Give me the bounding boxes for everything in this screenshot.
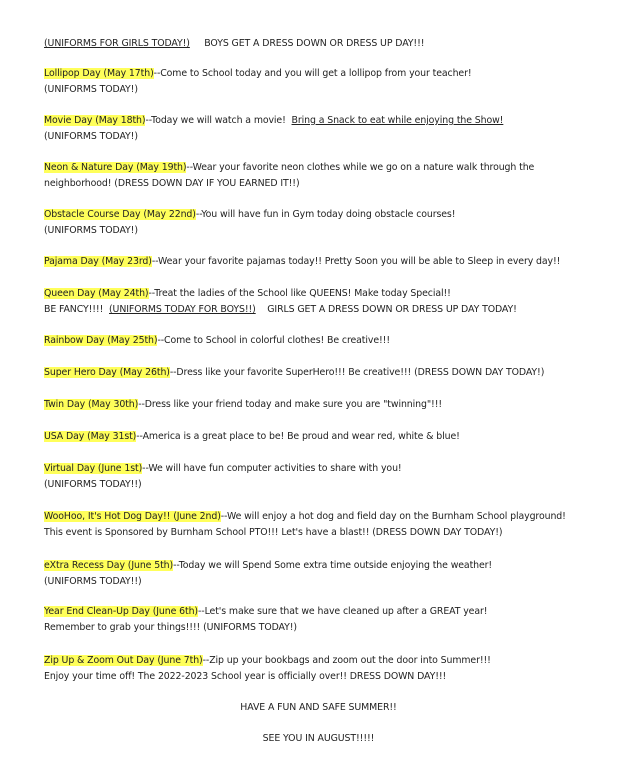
event-lollipop-line1	[44, 68, 472, 80]
event-title: Movie Day (May 18th)	[44, 115, 146, 126]
event-title: Lollipop Day (May 17th)	[44, 68, 154, 79]
event-description: --Come to School in colorful clothes! Be creative!!!	[157, 335, 390, 346]
event-pajama-line1	[44, 256, 560, 268]
event-note: Enjoy your time off! The 2022-2023 School year is officially over!! DRESS DOWN DAY!!!	[44, 671, 447, 682]
event-usa-line1	[44, 431, 460, 443]
header-line	[44, 38, 424, 50]
event-title: Rainbow Day (May 25th)	[44, 335, 158, 346]
event-superhero-line1	[44, 367, 544, 379]
event-note: (UNIFORMS TODAY!)	[44, 225, 138, 236]
event-note-rest: GIRLS GET A DRESS DOWN OR DRESS UP DAY TODAY!	[267, 304, 517, 315]
event-title: Zip Up & Zoom Out Day (June 7th)	[44, 655, 203, 666]
event-title: Neon & Nature Day (May 19th)	[44, 162, 187, 173]
event-obstacle-line2	[44, 225, 138, 237]
event-title: Queen Day (May 24th)	[44, 288, 149, 299]
event-title: Twin Day (May 30th)	[44, 399, 139, 410]
event-cleanup-line2	[44, 622, 297, 634]
event-note: neighborhood! (DRESS DOWN DAY IF YOU EARNED IT!!)	[44, 178, 300, 189]
event-recess-line2	[44, 576, 142, 588]
event-note: (UNIFORMS TODAY!)	[44, 131, 138, 142]
event-virtual-line1	[44, 463, 402, 475]
event-note: (UNIFORMS TODAY!)	[44, 84, 138, 95]
event-recess-line1	[44, 560, 492, 572]
event-note: (UNIFORMS TODAY!!)	[44, 576, 142, 587]
event-description: --America is a great place to be! Be proud and wear red, white & blue!	[136, 431, 460, 442]
event-title: WooHoo, It's Hot Dog Day!! (June 2nd)	[44, 511, 221, 522]
event-neon-line2	[44, 178, 300, 190]
event-description: --Dress like your friend today and make sure you are "twinning"!!!	[138, 399, 443, 410]
event-description: --Treat the ladies of the School like QUEENS! Make today Special!!	[148, 288, 451, 299]
event-description: --Dress like your favorite SuperHero!!! Be creative!!! (DRESS DOWN DAY TODAY!)	[169, 367, 545, 378]
header-underlined-text: (UNIFORMS FOR GIRLS TODAY!)	[44, 38, 190, 49]
event-description: --Wear your favorite neon clothes while we go on a nature walk through the	[186, 162, 535, 173]
event-description: --Zip up your bookbags and zoom out the door into Summer!!!	[202, 655, 491, 666]
event-movie-line2	[44, 131, 138, 143]
event-zipup-line2	[44, 671, 446, 683]
event-title: Super Hero Day (May 26th)	[44, 367, 170, 378]
event-note-underlined: (UNIFORMS TODAY FOR BOYS!!)	[109, 304, 256, 315]
event-note: This event is Sponsored by Burnham School PTO!!! Let's have a blast!! (DRESS DOWN DAY TODAY!)	[44, 527, 503, 538]
header-rest-text: BOYS GET A DRESS DOWN OR DRESS UP DAY!!!	[204, 38, 425, 49]
event-movie-line1	[44, 115, 503, 127]
event-description: --We will enjoy a hot dog and field day on the Burnham School playground!	[220, 511, 566, 522]
event-title: Virtual Day (June 1st)	[44, 463, 143, 474]
event-note: Remember to grab your things!!!! (UNIFORMS TODAY!)	[44, 622, 297, 633]
event-cleanup-line1	[44, 606, 487, 618]
event-hotdog-line2	[44, 527, 502, 539]
event-title: USA Day (May 31st)	[44, 431, 137, 442]
footer-line2: SEE YOU IN AUGUST!!!!!	[262, 733, 375, 744]
event-virtual-line2	[44, 479, 142, 491]
event-lollipop-line2	[44, 84, 138, 96]
event-title: eXtra Recess Day (June 5th)	[44, 560, 174, 571]
event-note: BE FANCY!!!!	[44, 304, 104, 315]
event-description: --We will have fun computer activities to share with you!	[142, 463, 402, 474]
event-description: --Today we will Spend Some extra time outside enjoying the weather!	[173, 560, 493, 571]
event-description: --You will have fun in Gym today doing obstacle courses!	[195, 209, 456, 220]
event-description-underlined: Bring a Snack to eat while enjoying the Show!	[291, 115, 504, 126]
event-zipup-line1	[44, 655, 491, 667]
event-title: Obstacle Course Day (May 22nd)	[44, 209, 196, 220]
event-description: --Wear your favorite pajamas today!! Pretty Soon you will be able to Sleep in every day!!	[151, 256, 561, 267]
event-title: Pajama Day (May 23rd)	[44, 256, 152, 267]
event-title: Year End Clean-Up Day (June 6th)	[44, 606, 198, 617]
event-hotdog-line1	[44, 511, 566, 523]
footer-line1: HAVE A FUN AND SAFE SUMMER!!	[240, 702, 397, 713]
event-queen-line2	[44, 304, 517, 316]
event-neon-line1	[44, 162, 534, 174]
event-description: --Come to School today and you will get a lollipop from your teacher!	[153, 68, 472, 79]
event-obstacle-line1	[44, 209, 455, 221]
event-rainbow-line1	[44, 335, 390, 347]
event-description: --Let's make sure that we have cleaned up after a GREAT year!	[198, 606, 488, 617]
event-twin-line1	[44, 399, 442, 411]
event-queen-line1	[44, 288, 451, 300]
event-note: (UNIFORMS TODAY!!)	[44, 479, 142, 490]
event-description: --Today we will watch a movie!	[145, 115, 286, 126]
